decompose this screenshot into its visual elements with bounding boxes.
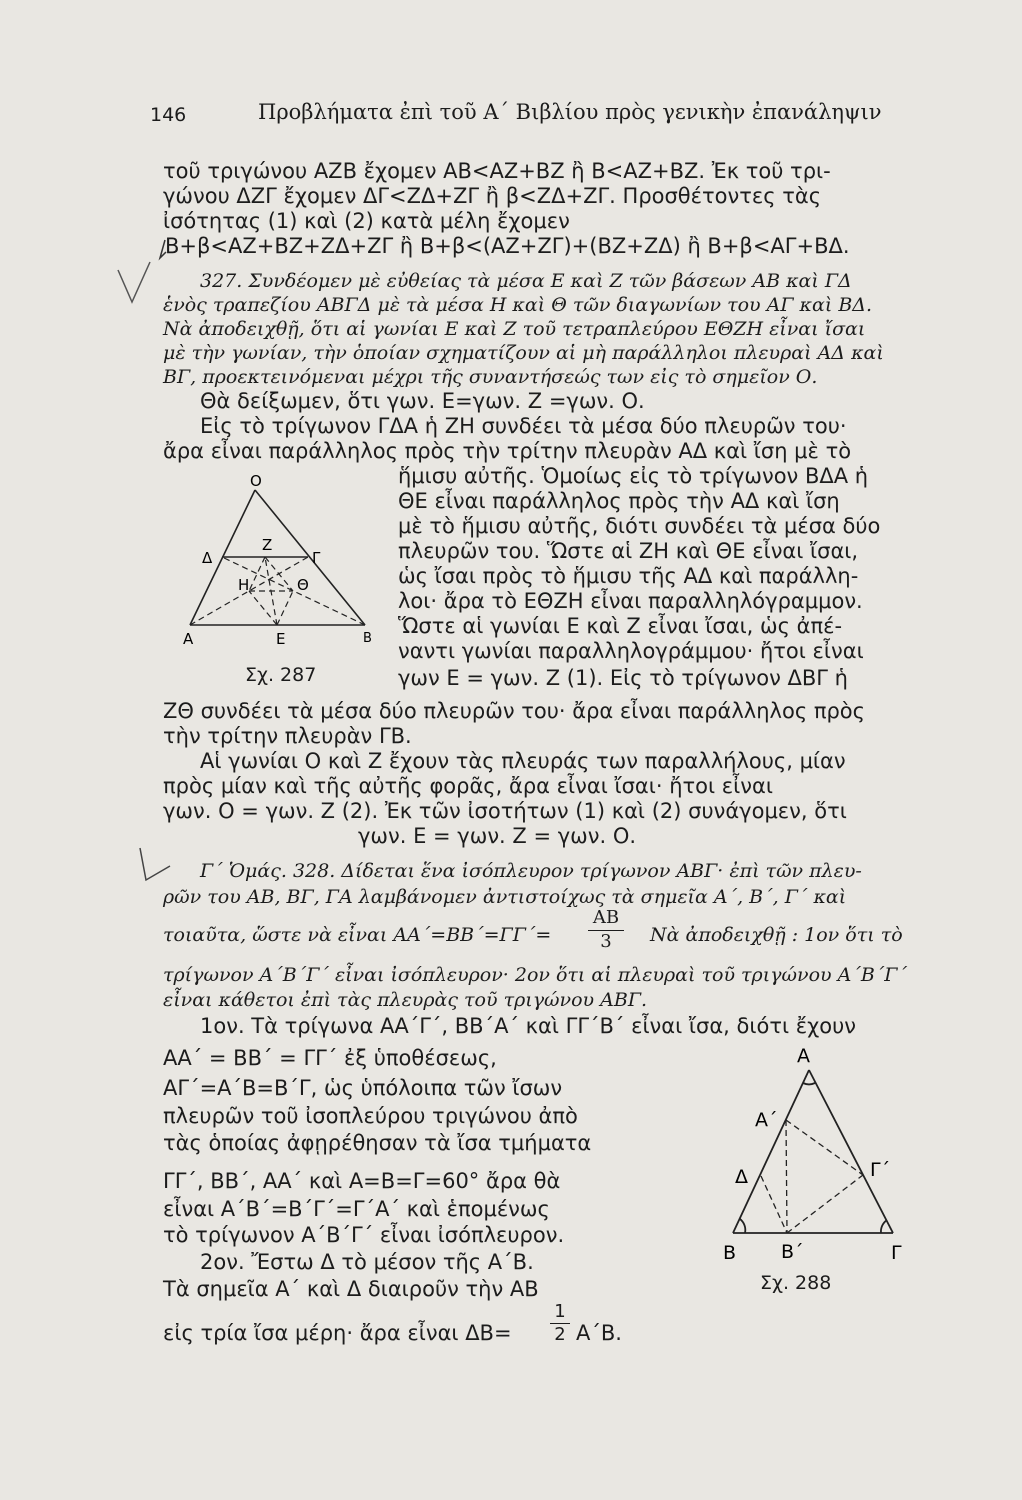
text-line: λοι· ἄρα τὸ ΕΘΖΗ εἶναι παραλληλόγραμμον. (398, 589, 863, 613)
label-B1: Β΄ (781, 1241, 804, 1263)
angle-mark-G (881, 1220, 887, 1233)
text-line: Αἱ γωνίαι Ο καὶ Ζ ἔχουν τὰς πλευράς των παραλλήλους, μίαν (200, 749, 846, 773)
text-line: μὲ τὸ ἥμισυ αὐτῆς, διότι συνδέει τὰ μέσα δύο (398, 514, 881, 538)
text-line: γώνου ΔΖΓ ἔχομεν ΔΓ<ΖΔ+ΖΓ ἢ β<ΖΔ+ΖΓ. Προσθέτοντες τὰς (163, 184, 822, 208)
check-mark (140, 848, 170, 880)
text-line: ΑΑ΄ = ΒΒ΄ = ΓΓ΄ ἐξ ὑποθέσεως, (163, 1046, 497, 1070)
text-line: εἶναι Α΄Β΄=Β΄Γ΄=Γ΄Α΄ καὶ ἑπομένως (163, 1197, 550, 1221)
label-Delta: Δ (735, 1166, 748, 1188)
segment-ETheta (277, 591, 293, 625)
problem-327-line: ἑνὸς τραπεζίου ΑΒΓΔ μὲ τὰ μέσα Η καὶ Θ τῶν διαγωνίων του ΑΓ καὶ ΒΔ. (163, 294, 873, 316)
text-line: τοῦ τριγώνου ΑΖΒ ἔχομεν ΑΒ<ΑΖ+ΒΖ ἢ Β<ΑΖ+ΒΖ. Ἐκ τοῦ τρι- (163, 159, 831, 183)
running-title: Προβλήματα ἐπὶ τοῦ Α΄ Βιβλίου πρὸς γενικὴν ἐπανάληψιν (258, 100, 882, 124)
label-G: Γ (891, 1242, 902, 1263)
text-line: ΑΓ΄=Α΄Β=Β΄Γ, ὡς ὑπόλοιπα τῶν ἴσων (163, 1076, 563, 1100)
label-H: Η (238, 576, 250, 594)
text-line: Εἰς τὸ τρίγωνον ΓΔΑ ἡ ΖΗ συνδέει τὰ μέσα δύο πλευρῶν του· (200, 414, 847, 438)
side-B1G1 (787, 1175, 863, 1233)
problem-327-line: Νὰ ἀποδειχθῇ, ὅτι αἱ γωνίαι Ε καὶ Ζ τοῦ τετραπλεύρου ΕΘΖΗ εἶναι ἴσαι (163, 318, 866, 340)
text-line: γων Ε = γων. Ζ (1). Εἰς τὸ τρίγωνον ΔΒΓ ἡ (398, 666, 848, 690)
text-line: Θὰ δείξωμεν, ὅτι γων. Ε=γων. Ζ =γων. Ο. (200, 389, 645, 413)
segment-ZTheta (265, 557, 293, 591)
text-line: τὴν τρίτην πλευρὰν ΓΒ. (163, 724, 412, 748)
side-AG (809, 1070, 893, 1233)
text-line: τὸ τρίγωνον Α΄Β΄Γ΄ εἶναι ἰσόπλευρον. (163, 1223, 565, 1247)
problem-327-line: 327. Συνδέομεν μὲ εὐθείας τὰ μέσα Ε καὶ Ζ τῶν βάσεων ΑΒ καὶ ΓΔ (200, 270, 852, 292)
problem-328-line: Νὰ ἀποδειχθῇ : 1ον ὅτι τὸ (650, 924, 903, 946)
fraction-numerator: ΑΒ (592, 907, 620, 928)
text-line: ἥμισυ αὐτῆς. Ὁμοίως εἰς τὸ τρίγωνον ΒΔΑ ἡ (398, 464, 869, 488)
text-line: ΖΘ συνδέει τὰ μέσα δύο πλευρῶν του· ἄρα εἶναι παράλληλος πρὸς (163, 699, 865, 723)
angle-mark-B (740, 1219, 745, 1233)
bracket-mark (160, 240, 166, 258)
problem-328-line: Γ΄ Ὁμάς. 328. Δίδεται ἕνα ἰσόπλευρον τρίγωνον ΑΒΓ· ἐπὶ τῶν πλευ- (200, 860, 862, 882)
label-Delta: Δ (202, 549, 213, 567)
text-line: πλευρῶν τοῦ ἰσοπλεύρου τριγώνου ἀπὸ (163, 1104, 578, 1128)
problem-328-line: ρῶν του ΑΒ, ΒΓ, ΓΑ λαμβάνομεν ἀντιστοίχως τὰ σημεῖα Α΄, Β΄, Γ΄ καὶ (163, 886, 847, 908)
label-E: Ε (276, 630, 286, 645)
label-A: Α (183, 630, 194, 645)
figure-287-caption: Σχ. 287 (245, 664, 317, 686)
text-line: Τὰ σημεῖα Α΄ καὶ Δ διαιροῦν τὴν ΑΒ (163, 1277, 539, 1301)
text-line: 1ον. Τὰ τρίγωνα ΑΑ΄Γ΄, ΒΒ΄Α΄ καὶ ΓΓ΄Β΄ εἶναι ἴσα, διότι ἔχουν (200, 1014, 856, 1038)
segment-ZH (249, 557, 265, 591)
fraction-numerator: 1 (554, 1301, 566, 1322)
text-line: γων. Ε = γων. Ζ = γων. Ο. (358, 824, 637, 848)
text-line: ὡς ἴσαι πρὸς τὸ ἥμισυ τῆς ΑΔ καὶ παράλλη- (398, 564, 859, 588)
side-A1G1 (786, 1120, 863, 1175)
text-line: Ὥστε αἱ γωνίαι Ε καὶ Ζ εἶναι ἴσαι, ὡς ἀπέ- (398, 614, 843, 638)
label-Gamma: Γ (312, 549, 321, 567)
problem-328-line: εἶναι κάθετοι ἐπὶ τὰς πλευρὰς τοῦ τριγώνου ΑΒΓ. (163, 989, 648, 1011)
label-G1: Γ΄ (870, 1159, 891, 1181)
figure-287 (180, 470, 380, 645)
text-line: Α΄Β. (576, 1321, 622, 1345)
problem-327-line: μὲ τὴν γωνίαν, τὴν ὁποίαν σχηματίζουν αἱ μὴ παράλληλοι πλευραὶ ΑΔ καὶ (163, 342, 884, 364)
problem-328-line: τρίγωνον Α΄Β΄Γ΄ εἶναι ἰσόπλευρον· 2ον ὅτι αἱ πλευραὶ τοῦ τριγώνου Α΄Β΄Γ΄ (163, 964, 907, 986)
page-number: 146 (150, 104, 187, 126)
figure-288-caption: Σχ. 288 (760, 1272, 832, 1294)
text-line: τὰς ὁποίας ἀφῃρέθησαν τὰ ἴσα τμήματα (163, 1131, 592, 1155)
text-line: ΘΕ εἶναι παράλληλος πρὸς τὴν ΑΔ καὶ ἴση (398, 489, 840, 513)
figure-288 (715, 1038, 925, 1263)
text-line: ΓΓ΄, ΒΒ΄, ΑΑ΄ καὶ Α=Β=Γ=60° ἄρα θὰ (163, 1169, 561, 1193)
label-Z: Ζ (262, 536, 273, 554)
text-line: 2ον. Ἔστω Δ τὸ μέσον τῆς Α΄Β. (200, 1250, 534, 1274)
label-B: Β (723, 1242, 737, 1263)
side-A1B1 (786, 1120, 787, 1233)
segment-EH (249, 591, 277, 625)
segment-DB1 (761, 1176, 787, 1233)
text-line: ἰσότητας (1) καὶ (2) κατὰ μέλη ἔχομεν (163, 209, 570, 233)
text-line: γων. Ο = γων. Ζ (2). Ἐκ τῶν ἰσοτήτων (1) καὶ (2) συνάγομεν, ὅτι (163, 799, 847, 823)
text-line: εἰς τρία ἴσα μέρη· ἄρα εἶναι ΔΒ= (163, 1321, 512, 1345)
text-line: πλευρῶν του. Ὥστε αἱ ΖΗ καὶ ΘΕ εἶναι ἴσαι, (398, 539, 859, 563)
side-AB (733, 1070, 809, 1233)
fraction-denominator: 3 (600, 931, 612, 952)
text-line: ἄρα εἶναι παράλληλος πρὸς τὴν τρίτην πλευρὰν ΑΔ καὶ ἴση μὲ τὸ (163, 439, 852, 463)
text-line: Β+β<ΑΖ+ΒΖ+ΖΔ+ΖΓ ἢ Β+β<(ΑΖ+ΖΓ)+(ΒΖ+ΖΔ) ἢ Β+β<ΑΓ+ΒΔ. (165, 234, 850, 258)
angle-mark-A (803, 1083, 815, 1084)
label-Theta: Θ (297, 576, 309, 594)
text-line: ναντι γωνίαι παραλληλογράμμου· ἤτοι εἶναι (398, 639, 864, 663)
check-mark (118, 262, 150, 302)
problem-328-line: τοιαῦτα, ὥστε νὰ εἶναι ΑΑ΄=ΒΒ΄=ΓΓ΄= (163, 924, 552, 946)
fraction-denominator: 2 (554, 1324, 566, 1345)
label-A: Α (797, 1045, 810, 1067)
label-O: Ο (250, 472, 262, 490)
text-line: πρὸς μίαν καὶ τῆς αὐτῆς φορᾶς, ἄρα εἶναι ἴσαι· ἤτοι εἶναι (163, 774, 773, 798)
problem-327-line: ΒΓ, προεκτεινόμεναι μέχρι τῆς συναντήσεώς των εἰς τὸ σημεῖον Ο. (163, 366, 818, 388)
label-A1: Α΄ (755, 1109, 778, 1131)
label-B: Β (363, 631, 372, 645)
